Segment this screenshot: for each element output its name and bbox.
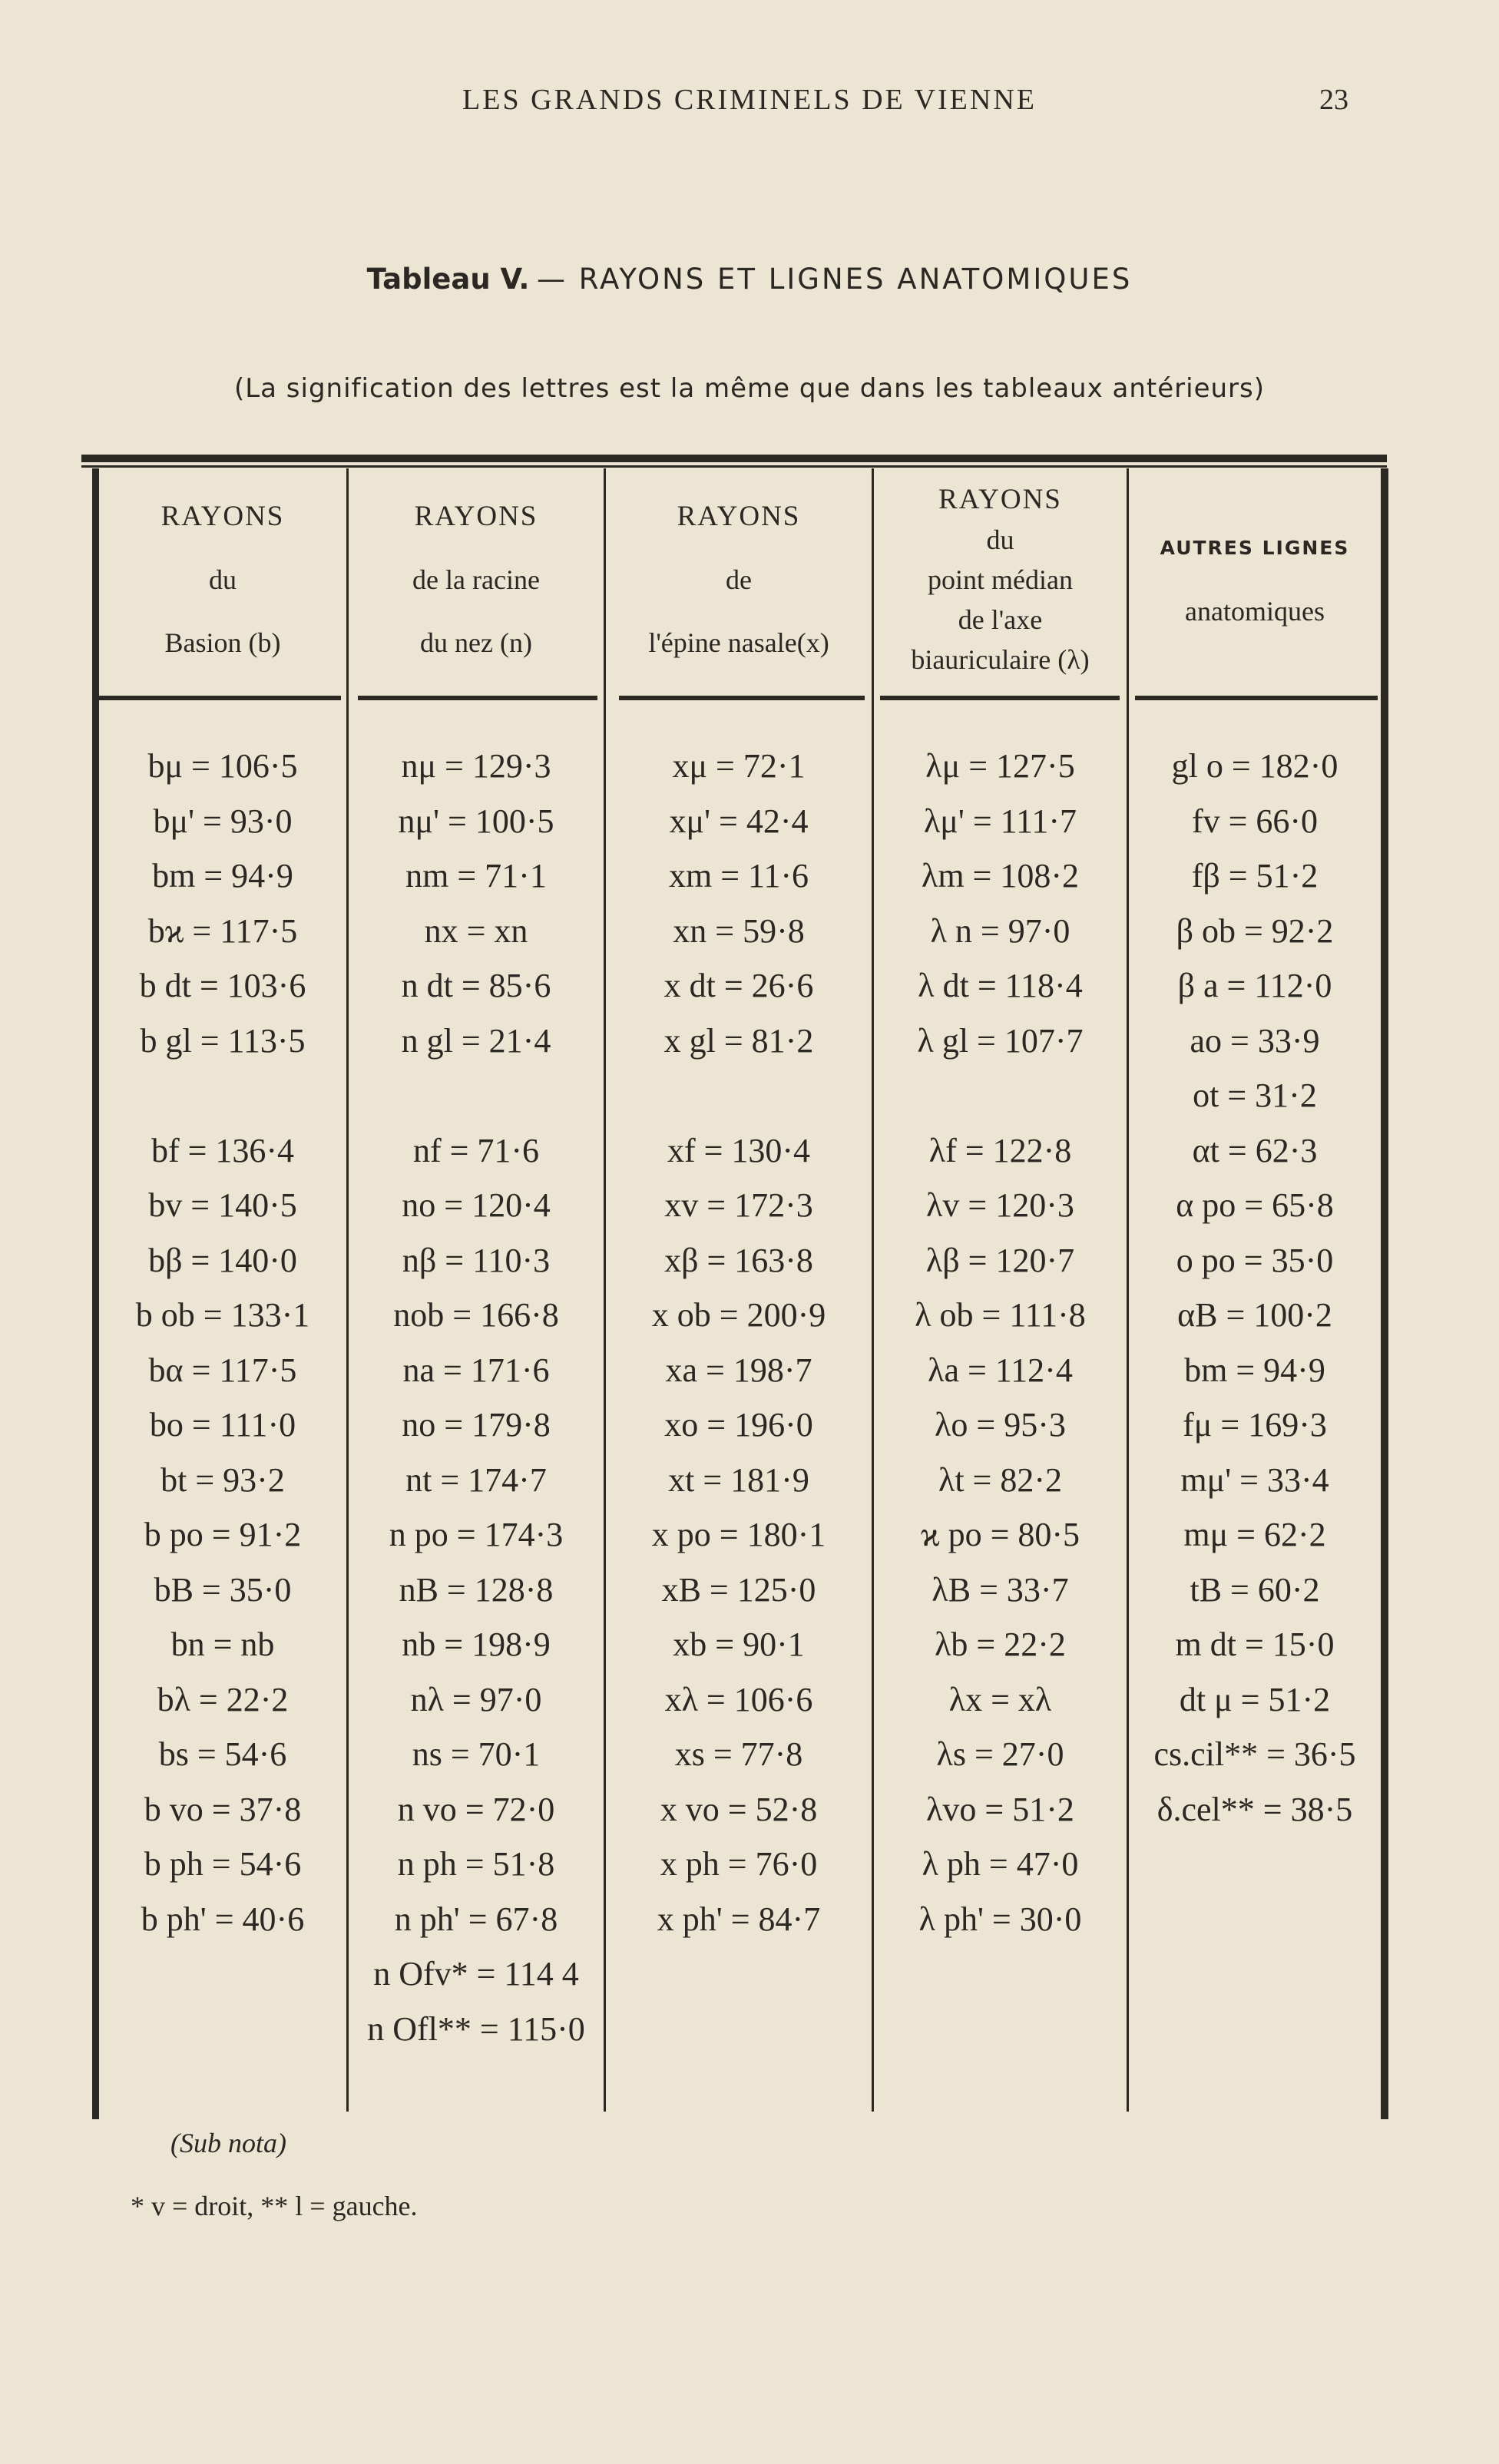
table-cell: λ n = 97·0	[930, 911, 1070, 950]
table-cell: λ ob = 111·8	[915, 1296, 1086, 1334]
table-cell: tB = 60·2	[1190, 1570, 1320, 1609]
header-line: de la racine	[412, 564, 540, 595]
header-line: RAYONS	[414, 501, 538, 532]
table-cell: bm = 94·9	[152, 857, 293, 895]
table-cell: n dt = 85·6	[401, 967, 551, 1004]
table-cell: n po = 174·3	[389, 1516, 564, 1553]
header-line: du nez (n)	[420, 627, 532, 658]
header-rule	[619, 696, 865, 700]
header-line: l'épine nasale(x)	[648, 627, 829, 658]
table-cell: xμ = 72·1	[672, 747, 806, 785]
table-cell: n gl = 21·4	[401, 1021, 551, 1060]
column-header-biauricular	[874, 468, 1127, 691]
table-cell: x dt = 26·6	[663, 967, 814, 1004]
table-cell: λo = 95·3	[935, 1406, 1066, 1444]
table-cell: n ph' = 67·8	[394, 1900, 558, 1938]
table-cell: nx = xn	[424, 911, 528, 950]
table-cell: ot = 31·2	[1193, 1077, 1317, 1114]
column-basion-values	[99, 739, 346, 1946]
table-cell: xn = 59·8	[673, 911, 805, 950]
table-cell: n Ofl** = 115·0	[367, 2009, 585, 2048]
table-cell: na = 171·6	[402, 1351, 550, 1389]
table-cell: no = 120·4	[402, 1186, 551, 1224]
table-cell: b ph = 54·6	[144, 1845, 302, 1883]
header-line: du	[209, 564, 237, 595]
table-cell: λ ph' = 30·0	[918, 1900, 1082, 1938]
table-cell: nt = 174·7	[405, 1460, 547, 1499]
table-cell: xb = 90·1	[673, 1626, 805, 1663]
table-cell: xt = 181·9	[668, 1460, 809, 1499]
table-cell: b po = 91·2	[144, 1516, 302, 1553]
header-line: de l'axe	[958, 604, 1043, 635]
header-line: du	[986, 524, 1014, 555]
table-cell: bB = 35·0	[154, 1570, 292, 1609]
table-cell: λa = 112·4	[928, 1351, 1073, 1389]
table-cell: nob = 166·8	[393, 1296, 559, 1334]
table-cell	[99, 1068, 346, 1123]
table-cell: nλ = 97·0	[410, 1680, 542, 1718]
table-cell: λμ = 127·5	[925, 747, 1075, 785]
header-line: anatomiques	[1185, 596, 1325, 627]
table-cell: x vo = 52·8	[660, 1790, 818, 1828]
table-cell: cs.cil** = 36·5	[1153, 1735, 1356, 1773]
table-cell: nB = 128·8	[399, 1570, 554, 1609]
table-frame-right	[1381, 468, 1388, 2119]
table-cell: xm = 11·6	[668, 857, 809, 895]
column-header-other-lines	[1129, 468, 1381, 691]
table-cell	[349, 1068, 604, 1123]
table-cell: bf = 136·4	[151, 1131, 295, 1169]
table-cell: o po = 35·0	[1176, 1241, 1334, 1279]
table-cell: nμ' = 100·5	[398, 802, 554, 840]
table-cell: fμ = 169·3	[1183, 1406, 1327, 1444]
table-cell: b dt = 103·6	[139, 967, 306, 1004]
table-cell: gl o = 182·0	[1171, 747, 1339, 785]
table-cell: λ gl = 107·7	[917, 1021, 1084, 1060]
table-cell: λv = 120·3	[926, 1186, 1074, 1224]
table-cell: dt μ = 51·2	[1179, 1680, 1331, 1718]
sub-nota: (Sub nota)	[170, 2128, 286, 2158]
header-line: Basion (b)	[164, 627, 281, 658]
table-cell: bv = 140·5	[148, 1186, 297, 1224]
table-cell: no = 179·8	[402, 1406, 551, 1444]
table-cell: αt = 62·3	[1192, 1131, 1318, 1169]
column-nasal-spine-values	[606, 739, 872, 1946]
table-title-label: Tableau V.	[366, 263, 530, 296]
data-table	[81, 455, 1387, 2130]
header-line: point médian	[928, 564, 1073, 595]
table-cell: bμ' = 93·0	[153, 802, 293, 840]
column-header-nasal-spine	[606, 468, 872, 691]
table-cell: bo = 111·0	[149, 1406, 296, 1444]
top-rule-thin	[81, 465, 1387, 468]
header-line: AUTRES LIGNES	[1160, 537, 1350, 559]
table-title-rest: — RAYONS ET LIGNES ANATOMIQUES	[536, 263, 1133, 296]
table-cell: mμ' = 33·4	[1180, 1460, 1329, 1499]
table-cell: λ ph = 47·0	[922, 1845, 1079, 1883]
table-cell: xβ = 163·8	[664, 1241, 813, 1279]
column-header-basion	[99, 468, 346, 691]
table-cell: mμ = 62·2	[1183, 1516, 1326, 1553]
table-cell	[874, 1068, 1127, 1123]
column-biauricular-values	[874, 739, 1127, 1946]
table-cell: ns = 70·1	[412, 1735, 541, 1773]
table-cell: λb = 22·2	[935, 1626, 1066, 1663]
table-cell: bβ = 140·0	[148, 1241, 297, 1279]
table-cell: xμ' = 42·4	[669, 802, 809, 840]
table-cell: bn = nb	[170, 1626, 275, 1663]
table-cell: n vo = 72·0	[397, 1790, 555, 1828]
table-cell: nm = 71·1	[405, 857, 547, 895]
table-frame-left	[92, 468, 99, 2119]
table-cell: λ dt = 118·4	[918, 967, 1083, 1004]
table-cell: x ob = 200·9	[651, 1296, 826, 1334]
table-cell: b ph' = 40·6	[141, 1900, 305, 1938]
table-cell: b vo = 37·8	[144, 1790, 302, 1828]
table-cell: xf = 130·4	[667, 1131, 811, 1169]
column-header-nasion	[349, 468, 604, 691]
table-cell: ϰ po = 80·5	[920, 1516, 1080, 1553]
table-cell: fv = 66·0	[1191, 802, 1319, 840]
table-cell: λvo = 51·2	[926, 1790, 1074, 1828]
table-cell: β ob = 92·2	[1176, 911, 1334, 950]
table-cell: λB = 33·7	[931, 1570, 1069, 1609]
column-other-lines-values	[1129, 739, 1381, 1837]
table-cell: x gl = 81·2	[663, 1021, 814, 1060]
table-cell: λf = 122·8	[928, 1131, 1072, 1169]
table-cell: fβ = 51·2	[1191, 857, 1319, 895]
table-cell: b ob = 133·1	[135, 1296, 310, 1334]
top-rule	[81, 455, 1387, 462]
table-subtitle: (La signification des lettres est la même que dans les tableaux antérieurs)	[233, 373, 1266, 404]
table-cell: n Ofv* = 114 4	[373, 1955, 579, 1993]
header-line: de	[726, 564, 752, 595]
table-cell	[606, 1068, 872, 1123]
table-cell: x ph = 76·0	[660, 1845, 818, 1883]
table-cell: bs = 54·6	[158, 1735, 287, 1773]
table-cell: n ph = 51·8	[397, 1845, 555, 1883]
table-cell: m dt = 15·0	[1175, 1626, 1335, 1663]
table-cell: λm = 108·2	[921, 857, 1080, 895]
header-line: biauriculaire (λ)	[911, 644, 1090, 675]
page-number: 23	[1319, 84, 1348, 116]
header-line: RAYONS	[938, 484, 1062, 515]
table-cell: bα = 117·5	[148, 1351, 297, 1389]
table-title	[0, 263, 1499, 296]
table-cell: bμ = 106·5	[147, 747, 298, 785]
table-cell: xo = 196·0	[664, 1406, 813, 1444]
table-cell: xa = 198·7	[665, 1351, 812, 1389]
running-head: LES GRANDS CRIMINELS DE VIENNE	[462, 84, 1037, 116]
table-cell: λx = xλ	[948, 1680, 1052, 1718]
table-cell: bt = 93·2	[160, 1460, 285, 1499]
table-cell: nb = 198·9	[402, 1626, 551, 1663]
table-cell: nβ = 110·3	[402, 1241, 551, 1279]
table-cell: ao = 33·9	[1190, 1021, 1320, 1060]
column-nasion-values	[349, 739, 604, 2056]
table-cell: λt = 82·2	[938, 1460, 1063, 1499]
table-cell: xλ = 106·6	[664, 1680, 813, 1718]
table-cell: nμ = 129·3	[401, 747, 551, 785]
table-cell: bϰ = 117·5	[147, 911, 298, 950]
table-cell: λs = 27·0	[936, 1735, 1064, 1773]
header-rule	[95, 696, 341, 700]
table-cell: xB = 125·0	[661, 1570, 816, 1609]
table-cell: β a = 112·0	[1177, 967, 1332, 1004]
table-cell: αB = 100·2	[1177, 1296, 1332, 1334]
table-cell: nf = 71·6	[412, 1131, 540, 1169]
table-cell: x ph' = 84·7	[657, 1900, 821, 1938]
table-cell: α po = 65·8	[1176, 1186, 1334, 1224]
footnote-legend: * v = droit, ** l = gauche.	[131, 2191, 418, 2221]
table-cell: bm = 94·9	[1184, 1351, 1325, 1389]
table-cell: xv = 172·3	[664, 1186, 813, 1224]
table-cell: δ.cel** = 38·5	[1157, 1790, 1353, 1828]
table-cell: b gl = 113·5	[140, 1021, 306, 1060]
table-cell: xs = 77·8	[674, 1735, 803, 1773]
header-rule	[1135, 696, 1378, 700]
header-rule	[880, 696, 1120, 700]
table-cell: bλ = 22·2	[157, 1680, 289, 1718]
header-line: RAYONS	[160, 501, 285, 532]
header-line: RAYONS	[677, 501, 801, 532]
header-rule	[358, 696, 597, 700]
table-cell: λβ = 120·7	[925, 1241, 1075, 1279]
table-cell: λμ' = 111·7	[923, 802, 1077, 840]
table-cell: x po = 180·1	[651, 1516, 826, 1553]
